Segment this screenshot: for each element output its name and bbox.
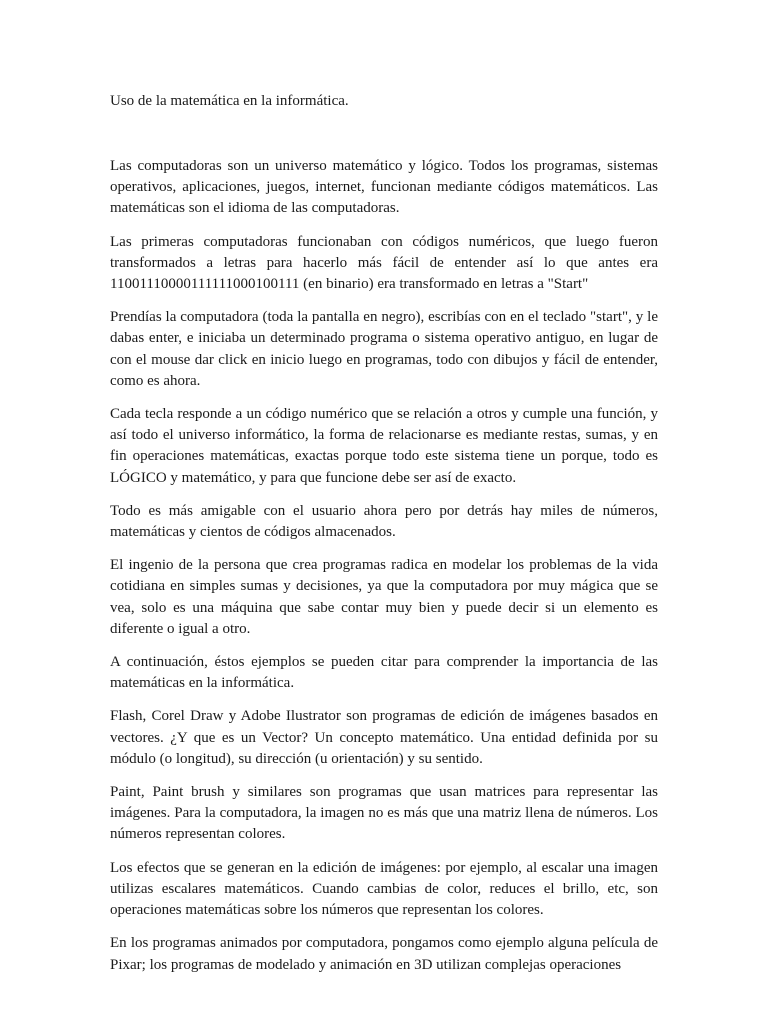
- paragraph-2: Las primeras computadoras funcionaban con códigos numéricos, que luego fueron transformados a letras para hacerlo más fácil de entender así lo que antes era 11001110000111111000100111 (en binario) era transformado en letras a "Start": [110, 233, 658, 293]
- document-body: [110, 156, 658, 976]
- paragraph-5: Todo es más amigable con el usuario ahora pero por detrás hay miles de números, matemáticas y cientos de códigos almacenados.: [110, 502, 658, 541]
- paragraph-8: Flash, Corel Draw y Adobe Ilustrator son programas de edición de imágenes basados en vectores. ¿Y que es un Vector? Un concepto matemático. Una entidad definida por su módulo (o longitud), su dirección (u orientación) y su sentido.: [110, 708, 658, 767]
- document-title: Uso de la matemática en la informática.: [110, 93, 349, 109]
- paragraph-6: El ingenio de la persona que crea programas radica en modelar los problemas de la vida cotidiana en simples sumas y decisiones, ya que la computadora por muy mágica que se vea, solo es una máquina que sabe contar muy bien y puede decir si un elemento es diferente o igual a otro.: [110, 557, 658, 637]
- paragraph-1: Las computadoras son un universo matemático y lógico. Todos los programas, sistemas operativos, aplicaciones, juegos, internet, funcionan mediante códigos matemáticos. Las matemáticas son el idioma de las computadoras.: [110, 158, 658, 217]
- paragraph-7: A continuación, éstos ejemplos se pueden citar para comprender la importancia de las matemáticas en la informática.: [110, 654, 658, 692]
- paragraph-3: Prendías la computadora (toda la pantalla en negro), escribías con en el teclado "start", y le dabas enter, e iniciaba un determinado programa o sistema operativo antiguo, en lugar de con el mouse dar click en inicio luego en programas, todo con dibujos y fácil de entender, como es ahora.: [110, 309, 658, 389]
- paragraph-10: Los efectos que se generan en la edición de imágenes: por ejemplo, al escalar una imagen utilizas escalares matemáticos. Cuando cambias de color, reduces el brillo, etc, son operaciones matemáticas sobre los números que representan los colores.: [110, 859, 658, 919]
- paragraph-4: Cada tecla responde a un código numérico que se relación a otros y cumple una función, y así todo el universo informático, la forma de relacionarse es mediante restas, sumas, y en fin operaciones matemáticas, exactas porque todo este sistema tiene un porque, todo es LÓGICO y matemático, y para que funcione debe ser así de exacto.: [110, 406, 658, 486]
- paragraph-9: Paint, Paint brush y similares son programas que usan matrices para representar las imágenes. Para la computadora, la imagen no es más que una matriz llena de números. Los números representan colores.: [110, 784, 658, 843]
- paragraph-11: En los programas animados por computadora, pongamos como ejemplo alguna película de Pixar; los programas de modelado y animación en 3D utilizan complejas operaciones: [110, 935, 658, 973]
